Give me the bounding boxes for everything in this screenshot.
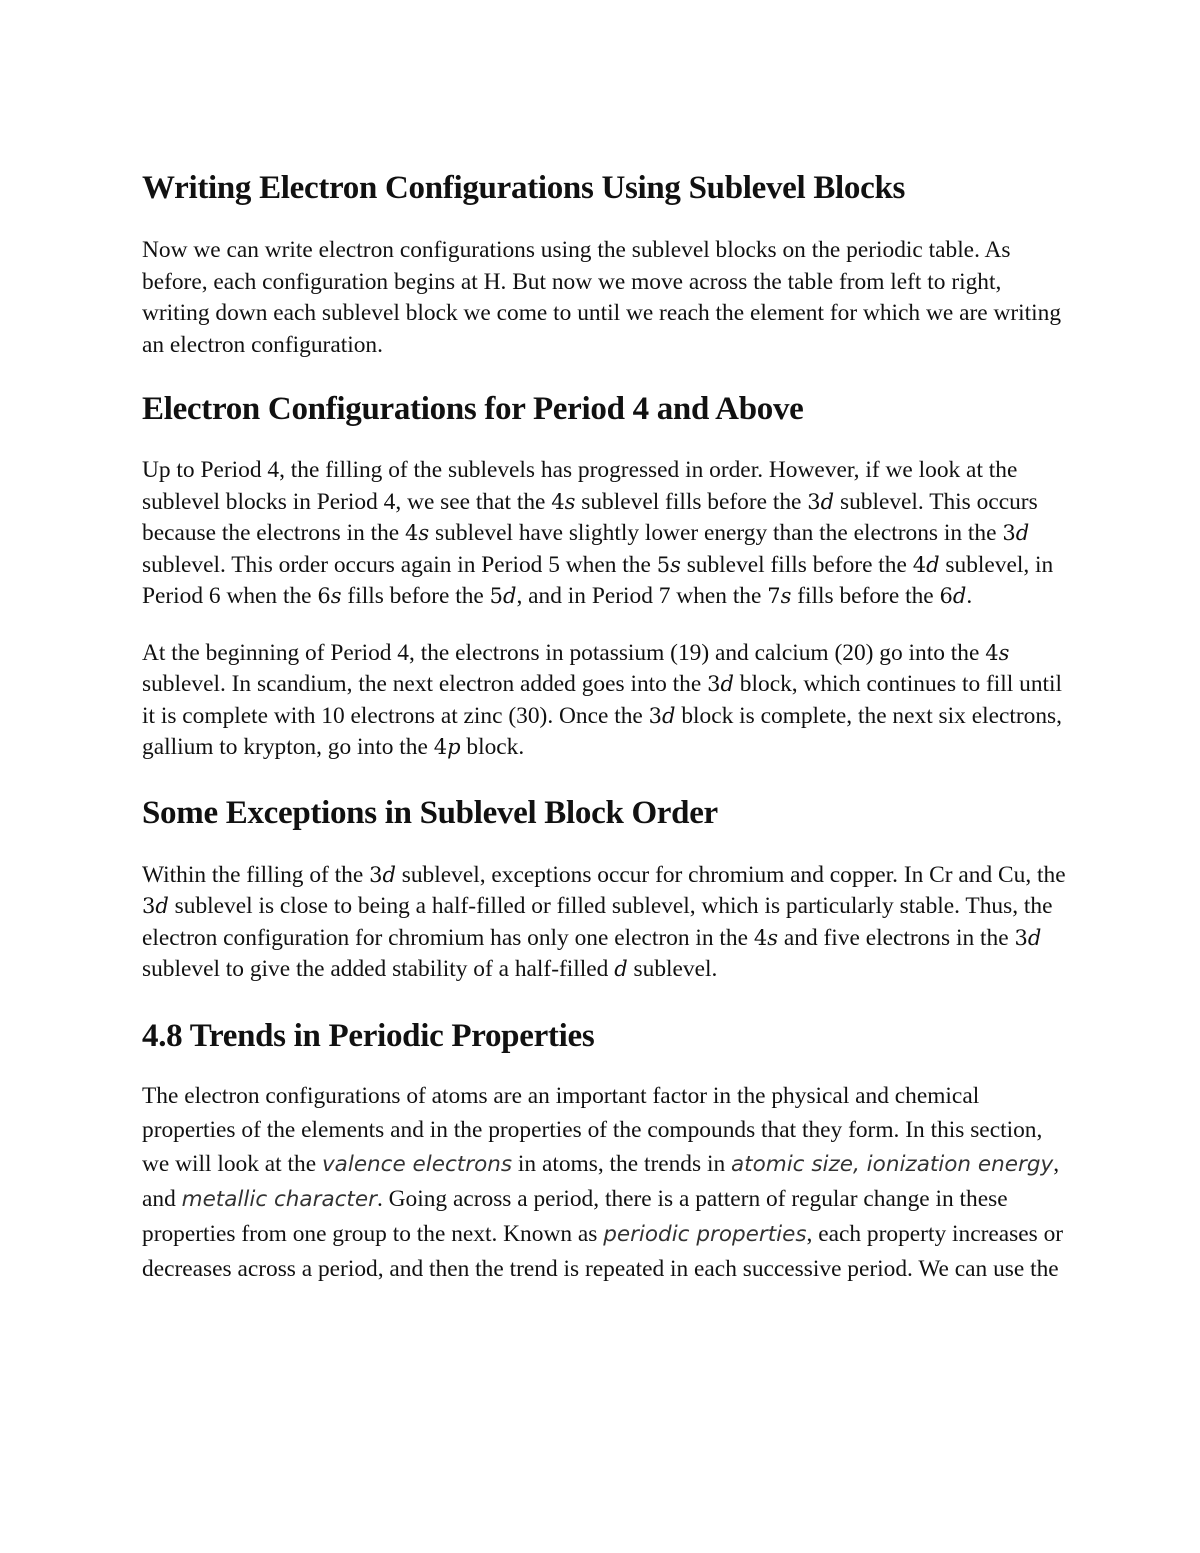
term-periodic-properties: periodic properties	[603, 1221, 807, 1247]
section-heading-period-4: Electron Configurations for Period 4 and Above	[142, 391, 804, 427]
term-metallic-character: metallic character	[181, 1186, 377, 1212]
section-heading-exceptions: Some Exceptions in Sublevel Block Order	[142, 794, 718, 831]
document-page	[142, 168, 1067, 1286]
paragraph-period-4-order: Up to Period 4, the filling of the sublevels has progressed in order. However, if we look at the sublevel blocks in Period 4, we see that the 4s sublevel fills before the 3d sublevel. This occurs because the electrons in the 4s sublevel have slightly lower energy than the electrons in the 3d sublevel. This order occurs again in Period 5 when the 5s sublevel fills before the 4d sublevel, in Period 6 when the 6s fills before the 5d, and in Period 7 when the 7s fills before the 6d.	[142, 457, 1054, 609]
section-heading-periodic-trends: 4.8 Trends in Periodic Properties	[142, 1017, 595, 1054]
paragraph-exceptions: Within the filling of the 3d sublevel, exceptions occur for chromium and copper. In Cr and Cu, the 3d sublevel is close to being a half-filled or filled sublevel, which is particularly stable. Thus, the electron configuration for chromium has only one electron in the 4s and five electrons in the 3d sublevel to give the added stability of a half-filled d sublevel.	[142, 861, 1066, 982]
term-valence-electrons: valence electrons	[321, 1151, 513, 1177]
section-heading-writing-configurations: Writing Electron Configurations Using Sublevel Blocks	[142, 170, 906, 206]
paragraph-sublevel-blocks-intro: Now we can write electron configurations using the sublevel blocks on the periodic table. As before, each configuration begins at H. But now we move across the table from left to right, writing down each sublevel block we come to until we reach the element for which we are writing an electron configuration.	[142, 237, 1062, 358]
term-atomic-size-ionization-energy: atomic size, ionization energy	[731, 1151, 1054, 1177]
paragraph-period-4-filling: At the beginning of Period 4, the electrons in potassium (19) and calcium (20) go into the 4s sublevel. In scandium, the next electron added goes into the 3d block, which continues to fill until it is complete with 10 electrons at zinc (30). Once the 3d block is complete, the next six electrons, gallium to krypton, go into the 4p block.	[142, 639, 1063, 760]
paragraph-periodic-trends: The electron configurations of atoms are an important factor in the physical and chemical properties of the elements and in the properties of the compounds that they form. In this section, we will look at the valence electrons in atoms, the trends in atomic size, ionization energy, and metallic character. Going across a period, there is a pattern of regular change in these properties from one group to the next. Known as periodic properties, each property increases or decreases across a period, and then the trend is repeated in each successive period. We can use the	[142, 1082, 1064, 1282]
